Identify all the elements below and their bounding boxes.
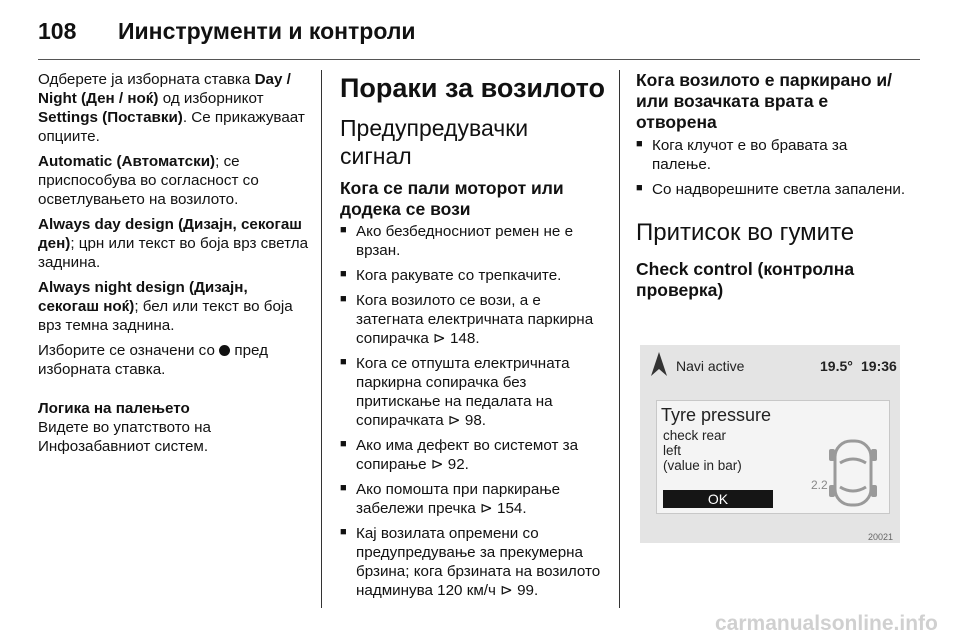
paragraph-automatic: Automatic (Автоматски); се приспособува во согласност со осветлувањето на возилото. <box>38 153 259 208</box>
column-left <box>38 70 310 462</box>
column-right <box>636 70 910 303</box>
display-time: 19:36 <box>861 358 897 374</box>
selected-dot-icon <box>219 345 230 356</box>
display-nav-label: Navi active <box>676 358 745 374</box>
tyre-value: 2.2 <box>811 478 828 492</box>
heading-parked: Кога возилото е паркирано и/или возачката врата е отворена <box>636 70 892 132</box>
paragraph-selection: Изборите се означени со пред изборната ставка. <box>38 342 268 378</box>
car-top-view-icon <box>825 437 881 509</box>
column-divider-1 <box>321 70 322 608</box>
page-number: 108 <box>38 18 77 44</box>
paragraph-infotainment: Видете во упатството на Инфозабавниот систем. <box>38 419 211 455</box>
heading-engine-start: Кога се пали моторот или додека се вози <box>340 178 564 219</box>
list-item: ■ Кога се отпушта електричната паркирна сопирачка без притискање на педалата на сопирачката ⊳ 98. <box>340 354 606 430</box>
panel-message: check rear left (value in bar) <box>663 428 742 473</box>
list-item: ■ Кога возилото се вози, а е затегната електричната паркирна сопирачка ⊳ 148. <box>340 291 606 348</box>
navigation-arrow-icon <box>649 351 669 377</box>
list-parked-warnings <box>636 136 910 199</box>
list-item: ■ Ако има дефект во системот за сопирање ⊳ 92. <box>340 436 606 474</box>
ok-button[interactable]: OK <box>663 490 773 508</box>
paragraph-day-design: Always day design (Дизајн, секогаш ден); црн или текст во боја врз светла заднина. <box>38 216 309 271</box>
tyre-pressure-panel <box>656 400 890 514</box>
list-item: ■ Со надворешните светла запалени. <box>636 180 910 199</box>
list-item: ■ Кога ракувате со трепкачите. <box>340 266 606 285</box>
heading-warning-chimes: Предупредувачки сигнал <box>340 115 529 169</box>
page-title: Иинструменти и контроли <box>118 18 416 44</box>
column-divider-2 <box>619 70 620 608</box>
list-item: ■ Кај возилата опремени со предупредување за прекумерна брзина; кога брзината на возилото надминува 120 км/ч ⊳ 99. <box>340 524 606 600</box>
column-middle <box>340 70 606 606</box>
display-status-bar <box>640 345 900 383</box>
heading-vehicle-messages: Пораки за возилото <box>340 73 605 103</box>
header-rule <box>38 59 920 60</box>
paragraph-night-design: Always night design (Дизајн, секогаш ноќ); бел или текст во боја врз темна заднина. <box>38 279 293 334</box>
display-screenshot <box>640 345 900 543</box>
list-item: ■ Кога клучот е во бравата за палење. <box>636 136 910 174</box>
list-item: ■ Ако безбедносниот ремен не е врзан. <box>340 222 606 260</box>
paragraph-day-night: Одберете ја изборната ставка Day / Night (Ден / ноќ) од изборникот Settings (Поставки). Се прикажуваат опциите. <box>38 71 305 145</box>
heading-check-control: Check control (контролна проверка) <box>636 259 855 300</box>
list-driving-warnings <box>340 222 606 600</box>
image-code: 20021 <box>868 532 894 542</box>
heading-tyre-pressure: Притисок во гумите <box>636 219 855 246</box>
panel-title: Tyre pressure <box>661 405 772 425</box>
watermark: carmanualsonline.info <box>715 612 938 635</box>
display-temperature: 19.5° <box>820 358 853 374</box>
heading-ignition-logic: Логика на палењето <box>38 400 190 417</box>
list-item: ■ Ако помошта при паркирање забележи пречка ⊳ 154. <box>340 480 606 518</box>
